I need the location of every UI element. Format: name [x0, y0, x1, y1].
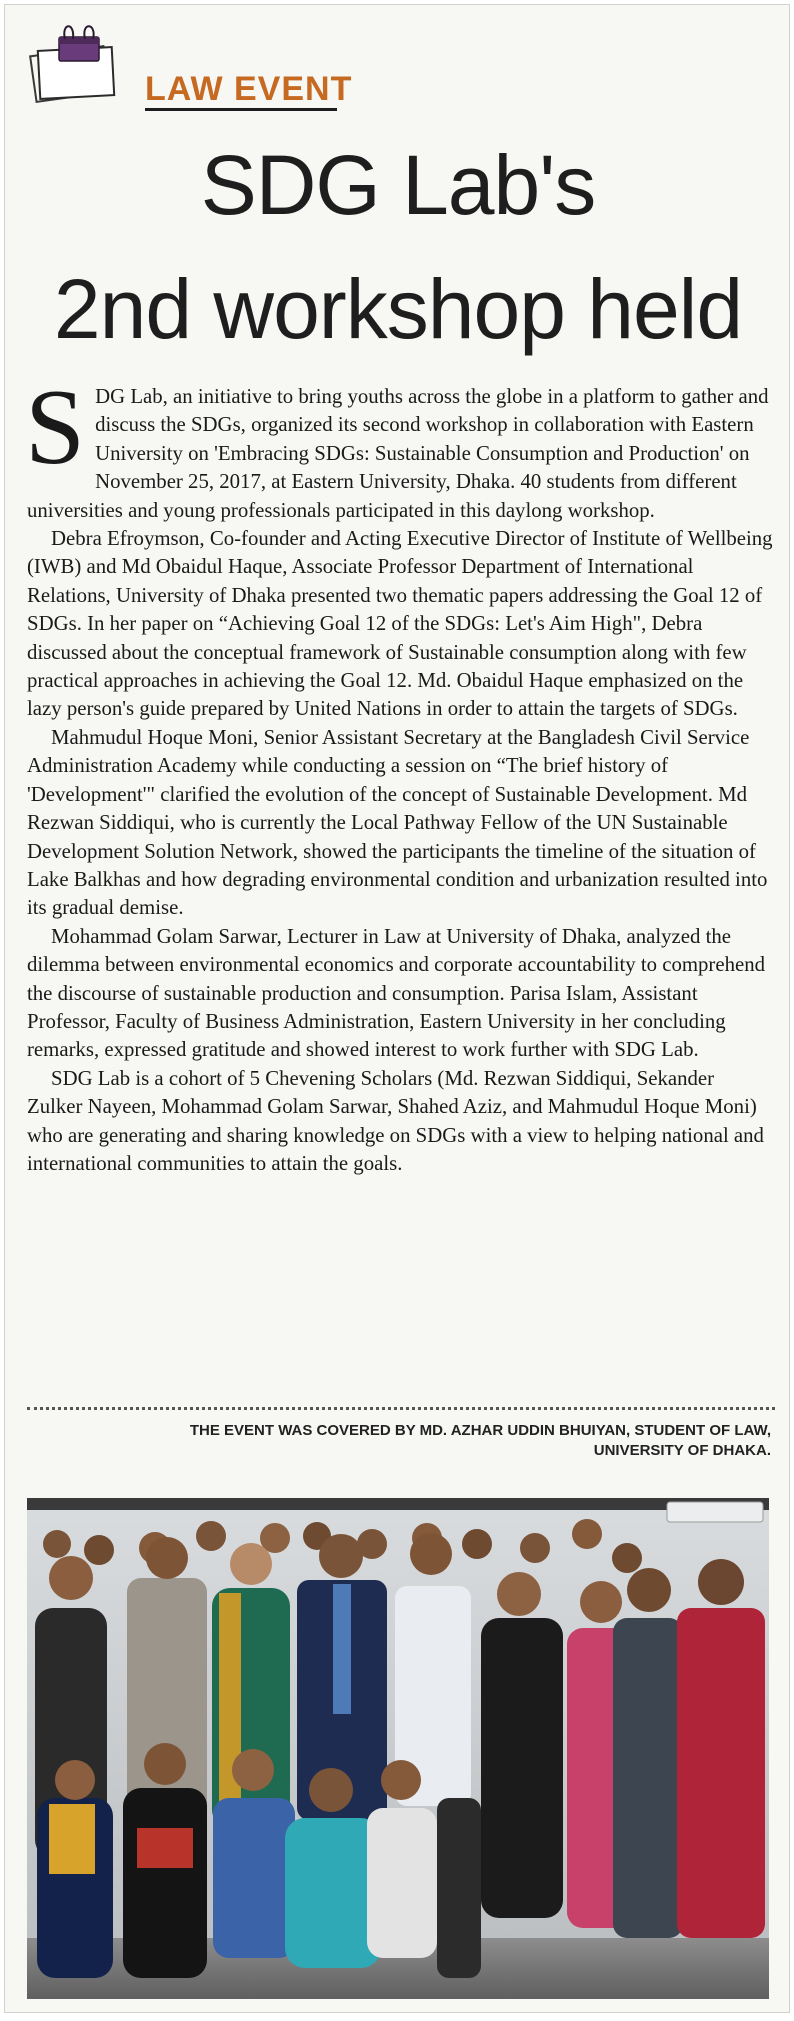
article-paragraph: Mahmudul Hoque Moni, Senior Assistant Secretary at the Bangladesh Civil Service Administration Academy while conducting a session on “The brief history of 'Development'" clarified the evolution of the concept of Sustainable Development. Md Rezwan Siddiqui, who is currently the Local Pathway Fellow of the UN Sustainable Development Solution Network, showed the participants the timeline of the situation of Lake Balkhas and how degrading environmental condition and urbanization resulted into its gradual demise. — [27, 725, 768, 920]
photo-credit — [51, 1421, 771, 1461]
dotted-divider — [27, 1407, 775, 1410]
article-body — [25, 368, 773, 1178]
article-paragraph: Mohammad Golam Sarwar, Lecturer in Law at University of Dhaka, analyzed the dilemma between environmental economics and corporate accountability to comprehend the discourse of sustainable production and consumption. Parisa Islam, Assistant Professor, Faculty of Business Administration, Eastern University in her concluding remarks, expressed gratitude and showed interest to work further with SDG Lab. — [27, 924, 766, 1062]
article-paragraph: SDG Lab is a cohort of 5 Chevening Scholars (Md. Rezwan Siddiqui, Sekander Zulker Nayeen, Mohammad Golam Sarwar, Shahed Aziz, and Mahmudul Hoque Moni) who are generating and sharing knowledge on SDGs with a view to helping national and international communities to attain the goals. — [27, 1066, 764, 1175]
headline-line-2: 2nd workshop held — [53, 262, 743, 356]
clipboard-icon — [27, 19, 137, 111]
credit-line-2: UNIVERSITY OF DHAKA. — [593, 1442, 771, 1459]
drop-cap: S — [25, 368, 86, 487]
kicker-underline — [145, 108, 337, 111]
headline-line-1: SDG Lab's — [200, 138, 596, 232]
article-paragraph: Debra Efroymson, Co-founder and Acting Executive Director of Institute of Wellbeing (IWB) and Md Obaidul Haque, Associate Professor Department of International Relations, University of Dhaka presented two thematic papers addressing the Goal 12 of SDGs. In her paper on “Achieving Goal 12 of the SDGs: Let's Aim High", Debra discussed about the conceptual framework of Sustainable consumption along with few practical approaches in achieving the Goal 12. Md. Obaidul Haque emphasized on the lazy person's guide prepared by United Nations in order to attain the targets of SDGs. — [27, 527, 773, 721]
article-paragraph — [25, 368, 773, 525]
section-kicker: LAW EVENT — [145, 70, 353, 108]
newspaper-page — [4, 4, 790, 2013]
credit-line-1: THE EVENT WAS COVERED BY MD. AZHAR UDDIN BHUIYAN, STUDENT OF LAW, — [189, 1422, 771, 1439]
group-photo — [27, 1498, 769, 1999]
paragraph-text: DG Lab, an initiative to bring youths across the globe in a platform to gather and discuss the SDGs, organized its second workshop in collaboration with Eastern University on 'Embracing SDGs: Sustainable Consumption and Production' on November 25, 2017, at Eastern University, Dhaka. 40 students from different universities and young professionals participated in this daylong workshop. — [27, 385, 769, 522]
headline — [5, 123, 790, 371]
